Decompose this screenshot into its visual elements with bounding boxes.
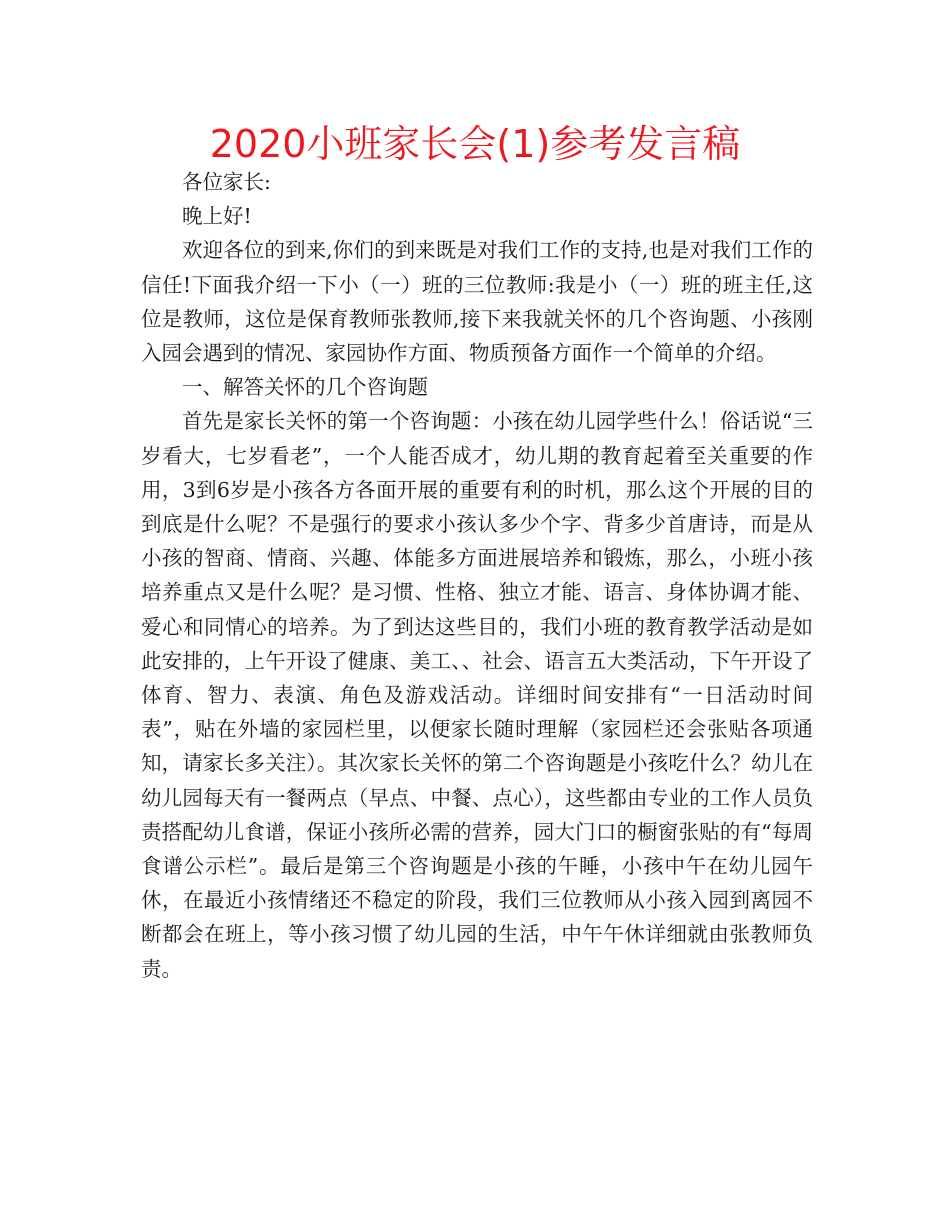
document-title: 2020小班家长会(1)参考发言稿 — [209, 122, 741, 166]
paragraph-good-evening: 晚上好! — [182, 204, 252, 229]
document-body — [141, 165, 813, 986]
section-heading-1: 一、解答关怀的几个咨询题 — [182, 375, 428, 400]
paragraph-welcome: 欢迎各位的到来,你们的到来既是对我们工作的支持,也是对我们工作的信任!下面我介绍一下小（一）班的三位教师:我是小（一）班的班主任,这位是教师，这位是保育教师张教师,接下来我就关怀的几个咨询题、小孩刚入园会遇到的情况、家园协作方面、物质预备方面作一个简单的介绍。 — [141, 238, 813, 366]
paragraph-section-1-body: 首先是家长关怀的第一个咨询题：小孩在幼儿园学些什么！俗话说“三岁看大，七岁看老”，一个人能否成才，幼儿期的教育起着至关重要的作用，3到6岁是小孩各方各面开展的重要有利的时机，那么这个开展的目的到底是什么呢？不是强行的要求小孩认多少个字、背多少首唐诗，而是从小孩的智商、情商、兴趣、体能多方面进展培养和锻炼，那么，小班小孩培养重点又是什么呢？是习惯、性格、独立才能、语言、身体协调才能、爱心和同情心的培养。为了到达这些目的，我们小班的教育教学活动是如此安排的，上午开设了健康、美工、、社会、语言五大类活动，下午开设了体育、智力、表演、角色及游戏活动。详细时间安排有“一日活动时间表”，贴在外墙的家园栏里，以便家长随时理解（家园栏还会张贴各项通知，请家长多关注）。其次家长关怀的第二个咨询题是小孩吃什么？幼儿在幼儿园每天有一餐两点（早点、中餐、点心），这些都由专业的工作人员负责搭配幼儿食谱，保证小孩所必需的营养，园大门口的橱窗张贴的有“每周食谱公示栏”。最后是第三个咨询题是小孩的午睡，小孩中午在幼儿园午休，在最近小孩情绪还不稳定的阶段，我们三位教师从小孩入园到离园不断都会在班上，等小孩习惯了幼儿园的生活，中午午休详细就由张教师负责。 — [141, 409, 813, 981]
paragraph-greeting: 各位家长: — [182, 170, 271, 194]
